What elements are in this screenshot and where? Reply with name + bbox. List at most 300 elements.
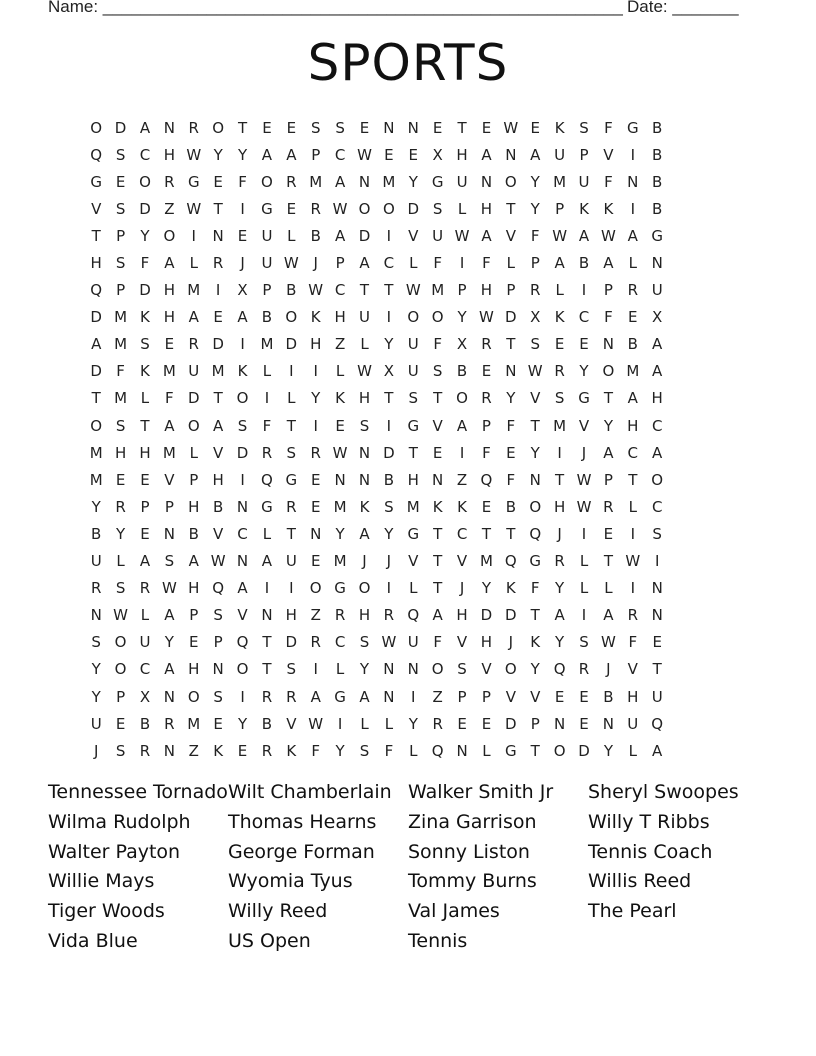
grid-letter: B [261, 714, 273, 733]
grid-letter: G [261, 199, 273, 218]
grid-letter: A [603, 254, 614, 273]
grid-letter: S [384, 497, 394, 516]
grid-letter: I [386, 308, 392, 327]
grid-letter: K [286, 741, 297, 760]
grid-letter: E [286, 118, 297, 137]
grid-letter: L [555, 281, 564, 300]
grid-letter: H [188, 579, 200, 598]
grid-letter: Y [237, 145, 248, 164]
grid-letter: E [432, 118, 443, 137]
grid-letter: F [433, 633, 442, 652]
grid-letter: U [407, 633, 419, 652]
grid-letter: A [652, 443, 663, 462]
grid-letter: P [262, 281, 272, 300]
grid-letter: Y [408, 172, 418, 191]
grid-letter: Y [579, 362, 589, 381]
grid-letter: O [309, 579, 322, 598]
grid-letter: U [554, 145, 566, 164]
grid-letter: V [432, 416, 443, 435]
word-list-item: Walker Smith Jr [408, 781, 554, 803]
grid-letter: P [116, 687, 126, 706]
grid-letter: A [603, 443, 614, 462]
grid-letter: V [286, 714, 297, 733]
grid-letter: E [579, 335, 589, 354]
grid-letter: K [457, 497, 467, 516]
grid-letter: U [407, 362, 419, 381]
grid-letter: X [456, 335, 468, 354]
grid-letter: N [505, 145, 517, 164]
grid-letter: T [213, 389, 223, 408]
grid-letter: D [358, 226, 371, 245]
grid-letter: S [115, 254, 126, 273]
grid-letter: H [651, 389, 663, 408]
grid-letter: N [602, 714, 615, 733]
grid-letter: R [115, 497, 126, 516]
grid-letter: T [506, 524, 516, 543]
grid-letter: F [604, 308, 613, 327]
grid-row [84, 195, 669, 222]
grid-letter: U [90, 552, 102, 571]
grid-letter: E [603, 524, 614, 543]
grid-letter: X [237, 281, 248, 300]
grid-letter: P [457, 687, 467, 706]
grid-letter: A [164, 606, 175, 625]
grid-letter: K [213, 741, 224, 760]
grid-letter: E [237, 226, 248, 245]
grid-letter: W [405, 281, 421, 300]
word-list-item: Thomas Hearns [228, 810, 377, 833]
grid-letter: B [456, 362, 468, 381]
word-list-item: Vida Blue [48, 929, 138, 952]
grid-letter: M [162, 362, 176, 381]
grid-letter: A [359, 254, 370, 273]
grid-letter: W [210, 552, 226, 571]
grid-row [84, 656, 669, 683]
grid-letter: N [90, 606, 102, 625]
grid-letter: Y [457, 308, 467, 327]
grid-letter: N [261, 606, 273, 625]
grid-letter: M [626, 362, 640, 381]
grid-letter: I [240, 687, 245, 706]
grid-letter: W [308, 281, 324, 300]
grid-letter: A [261, 145, 273, 164]
grid-letter: V [505, 226, 516, 245]
grid-letter: S [652, 524, 662, 543]
grid-letter: D [383, 443, 395, 462]
date-field-label: Date: _______ [627, 0, 739, 16]
grid-letter: R [164, 714, 175, 733]
grid-letter: R [627, 606, 638, 625]
grid-row [84, 412, 669, 439]
grid-letter: D [114, 118, 127, 137]
grid-letter: D [285, 633, 298, 652]
grid-letter: W [357, 145, 372, 164]
grid-letter: P [530, 714, 540, 733]
grid-letter: Y [408, 714, 418, 733]
grid-letter: N [651, 606, 663, 625]
grid-letter: A [334, 172, 346, 191]
grid-row [84, 710, 669, 737]
grid-row [84, 222, 669, 249]
grid-letter: M [479, 552, 493, 571]
grid-letter: O [285, 308, 298, 327]
grid-letter: I [386, 226, 392, 245]
grid-letter: A [359, 524, 370, 543]
grid-letter: H [163, 308, 175, 327]
grid-letter: H [358, 389, 371, 408]
grid-letter: I [264, 579, 270, 598]
grid-letter: R [139, 579, 151, 598]
grid-row [84, 629, 669, 656]
grid-letter: S [359, 741, 370, 760]
grid-letter: Y [506, 389, 516, 408]
grid-letter: Y [359, 660, 370, 679]
grid-letter: E [628, 308, 638, 327]
grid-letter: E [310, 470, 321, 489]
grid-letter: L [335, 660, 345, 679]
grid-letter: V [408, 552, 419, 571]
grid-letter: L [189, 254, 198, 273]
grid-letter: Y [91, 660, 101, 679]
grid-letter: D [407, 199, 420, 218]
grid-letter: I [313, 362, 318, 381]
grid-letter: P [189, 470, 199, 489]
grid-letter: T [555, 470, 565, 489]
grid-letter: E [481, 118, 492, 137]
grid-letter: U [578, 172, 590, 191]
grid-letter: A [652, 335, 663, 354]
grid-letter: C [627, 443, 639, 462]
grid-letter: B [652, 145, 663, 164]
grid-letter: T [286, 524, 296, 543]
grid-letter: N [651, 254, 663, 273]
word-list-item: Willie Mays [48, 870, 155, 893]
grid-letter: G [529, 552, 542, 571]
grid-letter: A [237, 308, 248, 327]
grid-letter: B [286, 281, 297, 300]
grid-letter: N [212, 226, 224, 245]
grid-letter: V [505, 687, 516, 706]
grid-letter: L [628, 497, 637, 516]
grid-letter: Y [530, 660, 540, 679]
grid-letter: S [115, 199, 126, 218]
grid-letter: H [139, 443, 151, 462]
grid-letter: E [384, 145, 394, 164]
grid-letter: A [432, 606, 443, 625]
grid-letter: M [431, 281, 445, 300]
grid-letter: Y [116, 524, 126, 543]
word-list-item: US Open [228, 929, 311, 952]
grid-letter: M [187, 281, 201, 300]
grid-letter: H [480, 633, 493, 652]
grid-letter: G [285, 470, 298, 489]
grid-letter: N [407, 118, 419, 137]
grid-letter: S [359, 633, 370, 652]
grid-letter: G [578, 389, 590, 408]
grid-letter: E [115, 172, 126, 191]
grid-letter: B [139, 714, 151, 733]
grid-letter: L [579, 552, 589, 571]
grid-letter: P [457, 281, 467, 300]
grid-letter: O [90, 118, 103, 137]
grid-letter: A [530, 145, 541, 164]
grid-letter: Q [90, 281, 103, 300]
grid-letter: O [212, 118, 225, 137]
grid-letter: I [630, 145, 635, 164]
grid-letter: M [406, 497, 420, 516]
grid-letter: P [579, 145, 589, 164]
grid-letter: J [508, 633, 514, 652]
grid-letter: N [163, 687, 175, 706]
grid-letter: M [260, 335, 274, 354]
grid-letter: D [285, 335, 298, 354]
grid-letter: Y [140, 226, 150, 245]
grid-letter: A [261, 552, 273, 571]
word-list-item: Tommy Burns [408, 870, 537, 893]
grid-letter: T [530, 606, 540, 625]
grid-letter: A [481, 226, 492, 245]
grid-letter: D [212, 335, 224, 354]
grid-letter: N [627, 172, 639, 191]
word-list-item: Tennis [408, 929, 468, 952]
grid-letter: U [359, 308, 370, 327]
grid-letter: A [237, 579, 248, 598]
grid-letter: E [457, 714, 467, 733]
grid-letter: M [553, 416, 567, 435]
grid-letter: Q [480, 470, 493, 489]
grid-letter: E [213, 714, 223, 733]
grid-letter: D [578, 741, 590, 760]
grid-letter: W [503, 118, 519, 137]
grid-letter: C [334, 145, 346, 164]
grid-letter: A [652, 362, 663, 381]
grid-row [84, 683, 669, 710]
grid-letter: E [335, 416, 345, 435]
grid-letter: G [505, 741, 517, 760]
grid-letter: N [212, 660, 224, 679]
grid-letter: A [310, 687, 321, 706]
word-list-item: Walter Payton [48, 840, 181, 863]
grid-letter: K [359, 497, 370, 516]
grid-letter: T [213, 199, 223, 218]
grid-letter: M [309, 172, 323, 191]
grid-letter: V [578, 416, 590, 435]
grid-row [84, 520, 669, 547]
grid-letter: W [113, 606, 128, 625]
grid-letter: T [408, 443, 418, 462]
grid-letter: V [530, 389, 541, 408]
grid-letter: I [630, 579, 635, 598]
grid-letter: Y [311, 389, 321, 408]
grid-letter: X [652, 308, 663, 327]
grid-letter: R [554, 552, 565, 571]
grid-letter: I [581, 606, 587, 625]
grid-letter: Y [91, 687, 101, 706]
grid-letter: Y [237, 714, 248, 733]
grid-letter: O [236, 389, 249, 408]
grid-letter: H [456, 145, 468, 164]
grid-letter: N [651, 579, 663, 598]
grid-letter: N [236, 552, 249, 571]
grid-letter: V [408, 226, 419, 245]
grid-letter: Y [555, 633, 565, 652]
grid-letter: E [579, 687, 589, 706]
grid-letter: R [139, 741, 151, 760]
word-list-item: Wyomia Tyus [228, 870, 353, 893]
grid-letter: H [480, 199, 493, 218]
grid-letter: L [506, 254, 516, 273]
grid-letter: C [334, 633, 346, 652]
grid-letter: E [286, 199, 297, 218]
grid-letter: W [161, 579, 177, 598]
grid-letter: M [211, 362, 225, 381]
grid-letter: L [384, 714, 394, 733]
grid-letter: E [554, 687, 565, 706]
grid-letter: A [164, 254, 175, 273]
grid-letter: L [140, 389, 150, 408]
grid-letter: T [481, 524, 492, 543]
grid-letter: L [335, 362, 345, 381]
grid-letter: N [554, 714, 566, 733]
grid-letter: B [652, 118, 663, 137]
grid-letter: N [456, 741, 468, 760]
grid-letter: D [139, 199, 151, 218]
grid-letter: A [554, 606, 565, 625]
grid-letter: Y [91, 497, 101, 516]
grid-letter: M [89, 443, 103, 462]
grid-letter: J [459, 579, 465, 598]
grid-letter: P [481, 687, 491, 706]
grid-letter: T [91, 226, 101, 245]
grid-letter: X [139, 687, 151, 706]
grid-letter: W [576, 470, 592, 489]
grid-letter: X [432, 145, 443, 164]
grid-letter: Q [236, 633, 249, 652]
grid-letter: O [431, 308, 444, 327]
grid-letter: E [262, 118, 272, 137]
grid-letter: O [553, 741, 566, 760]
grid-letter: Y [481, 579, 492, 598]
grid-letter: G [431, 172, 444, 191]
grid-letter: E [481, 714, 492, 733]
grid-letter: C [383, 254, 395, 273]
grid-letter: F [262, 416, 272, 435]
grid-letter: O [90, 416, 103, 435]
grid-letter: I [386, 416, 392, 435]
grid-letter: T [652, 660, 662, 679]
grid-letter: N [529, 470, 541, 489]
grid-letter: W [576, 497, 592, 516]
grid-letter: K [310, 308, 321, 327]
grid-letter: M [89, 470, 103, 489]
grid-letter: S [432, 199, 443, 218]
grid-letter: M [187, 714, 201, 733]
grid-letter: C [651, 497, 663, 516]
grid-letter: T [603, 552, 613, 571]
grid-letter: G [626, 118, 639, 137]
grid-letter: E [481, 497, 492, 516]
grid-letter: V [456, 552, 468, 571]
grid-letter: E [652, 633, 662, 652]
grid-letter: A [554, 254, 565, 273]
grid-row [84, 385, 669, 412]
grid-letter: J [362, 552, 367, 571]
grid-letter: M [333, 497, 347, 516]
grid-letter: R [90, 579, 102, 598]
grid-letter: F [628, 633, 638, 652]
grid-letter: I [240, 199, 245, 218]
grid-letter: V [530, 687, 541, 706]
grid-letter: U [285, 552, 297, 571]
grid-letter: B [505, 497, 516, 516]
grid-letter: C [578, 308, 590, 327]
grid-letter: E [115, 470, 126, 489]
grid-letter: F [530, 226, 540, 245]
grid-letter: R [432, 714, 443, 733]
grid-letter: Y [530, 443, 540, 462]
grid-letter: K [603, 199, 614, 218]
grid-letter: I [240, 335, 245, 354]
grid-letter: A [286, 145, 297, 164]
grid-letter: V [481, 660, 492, 679]
grid-letter: Z [188, 741, 199, 760]
grid-letter: S [164, 552, 175, 571]
grid-letter: N [358, 443, 371, 462]
grid-letter: L [287, 226, 296, 245]
grid-letter: I [459, 443, 465, 462]
grid-letter: O [236, 660, 249, 679]
grid-row [84, 277, 669, 304]
word-list-item: Zina Garrison [408, 810, 537, 833]
grid-letter: I [459, 254, 465, 273]
grid-letter: Z [310, 606, 321, 625]
grid-letter: E [506, 443, 516, 462]
grid-letter: O [382, 199, 395, 218]
grid-letter: Y [603, 416, 613, 435]
grid-letter: P [506, 281, 516, 300]
grid-letter: G [187, 172, 200, 191]
grid-letter: E [359, 118, 370, 137]
grid-letter: V [213, 524, 224, 543]
grid-letter: C [334, 281, 346, 300]
grid-letter: T [457, 118, 467, 137]
grid-letter: Y [213, 145, 223, 164]
grid-letter: F [433, 335, 442, 354]
page-title: SPORTS [307, 34, 509, 92]
grid-letter: I [557, 443, 562, 462]
grid-letter: I [581, 524, 587, 543]
grid-letter: U [261, 226, 273, 245]
grid-letter: Z [432, 687, 443, 706]
grid-letter: R [627, 281, 638, 300]
grid-letter: F [604, 172, 613, 191]
grid-letter: Q [504, 552, 517, 571]
grid-letter: W [527, 362, 543, 381]
grid-letter: T [603, 389, 613, 408]
grid-letter: M [382, 172, 396, 191]
grid-letter: R [530, 281, 541, 300]
grid-letter: S [359, 416, 370, 435]
grid-letter: N [383, 118, 395, 137]
grid-letter: F [140, 254, 150, 273]
grid-letter: Y [384, 524, 394, 543]
grid-letter: F [165, 389, 174, 408]
grid-letter: K [140, 308, 150, 327]
grid-letter: H [627, 687, 639, 706]
grid-letter: E [310, 552, 321, 571]
grid-letter: E [164, 335, 175, 354]
grid-letter: N [310, 524, 322, 543]
